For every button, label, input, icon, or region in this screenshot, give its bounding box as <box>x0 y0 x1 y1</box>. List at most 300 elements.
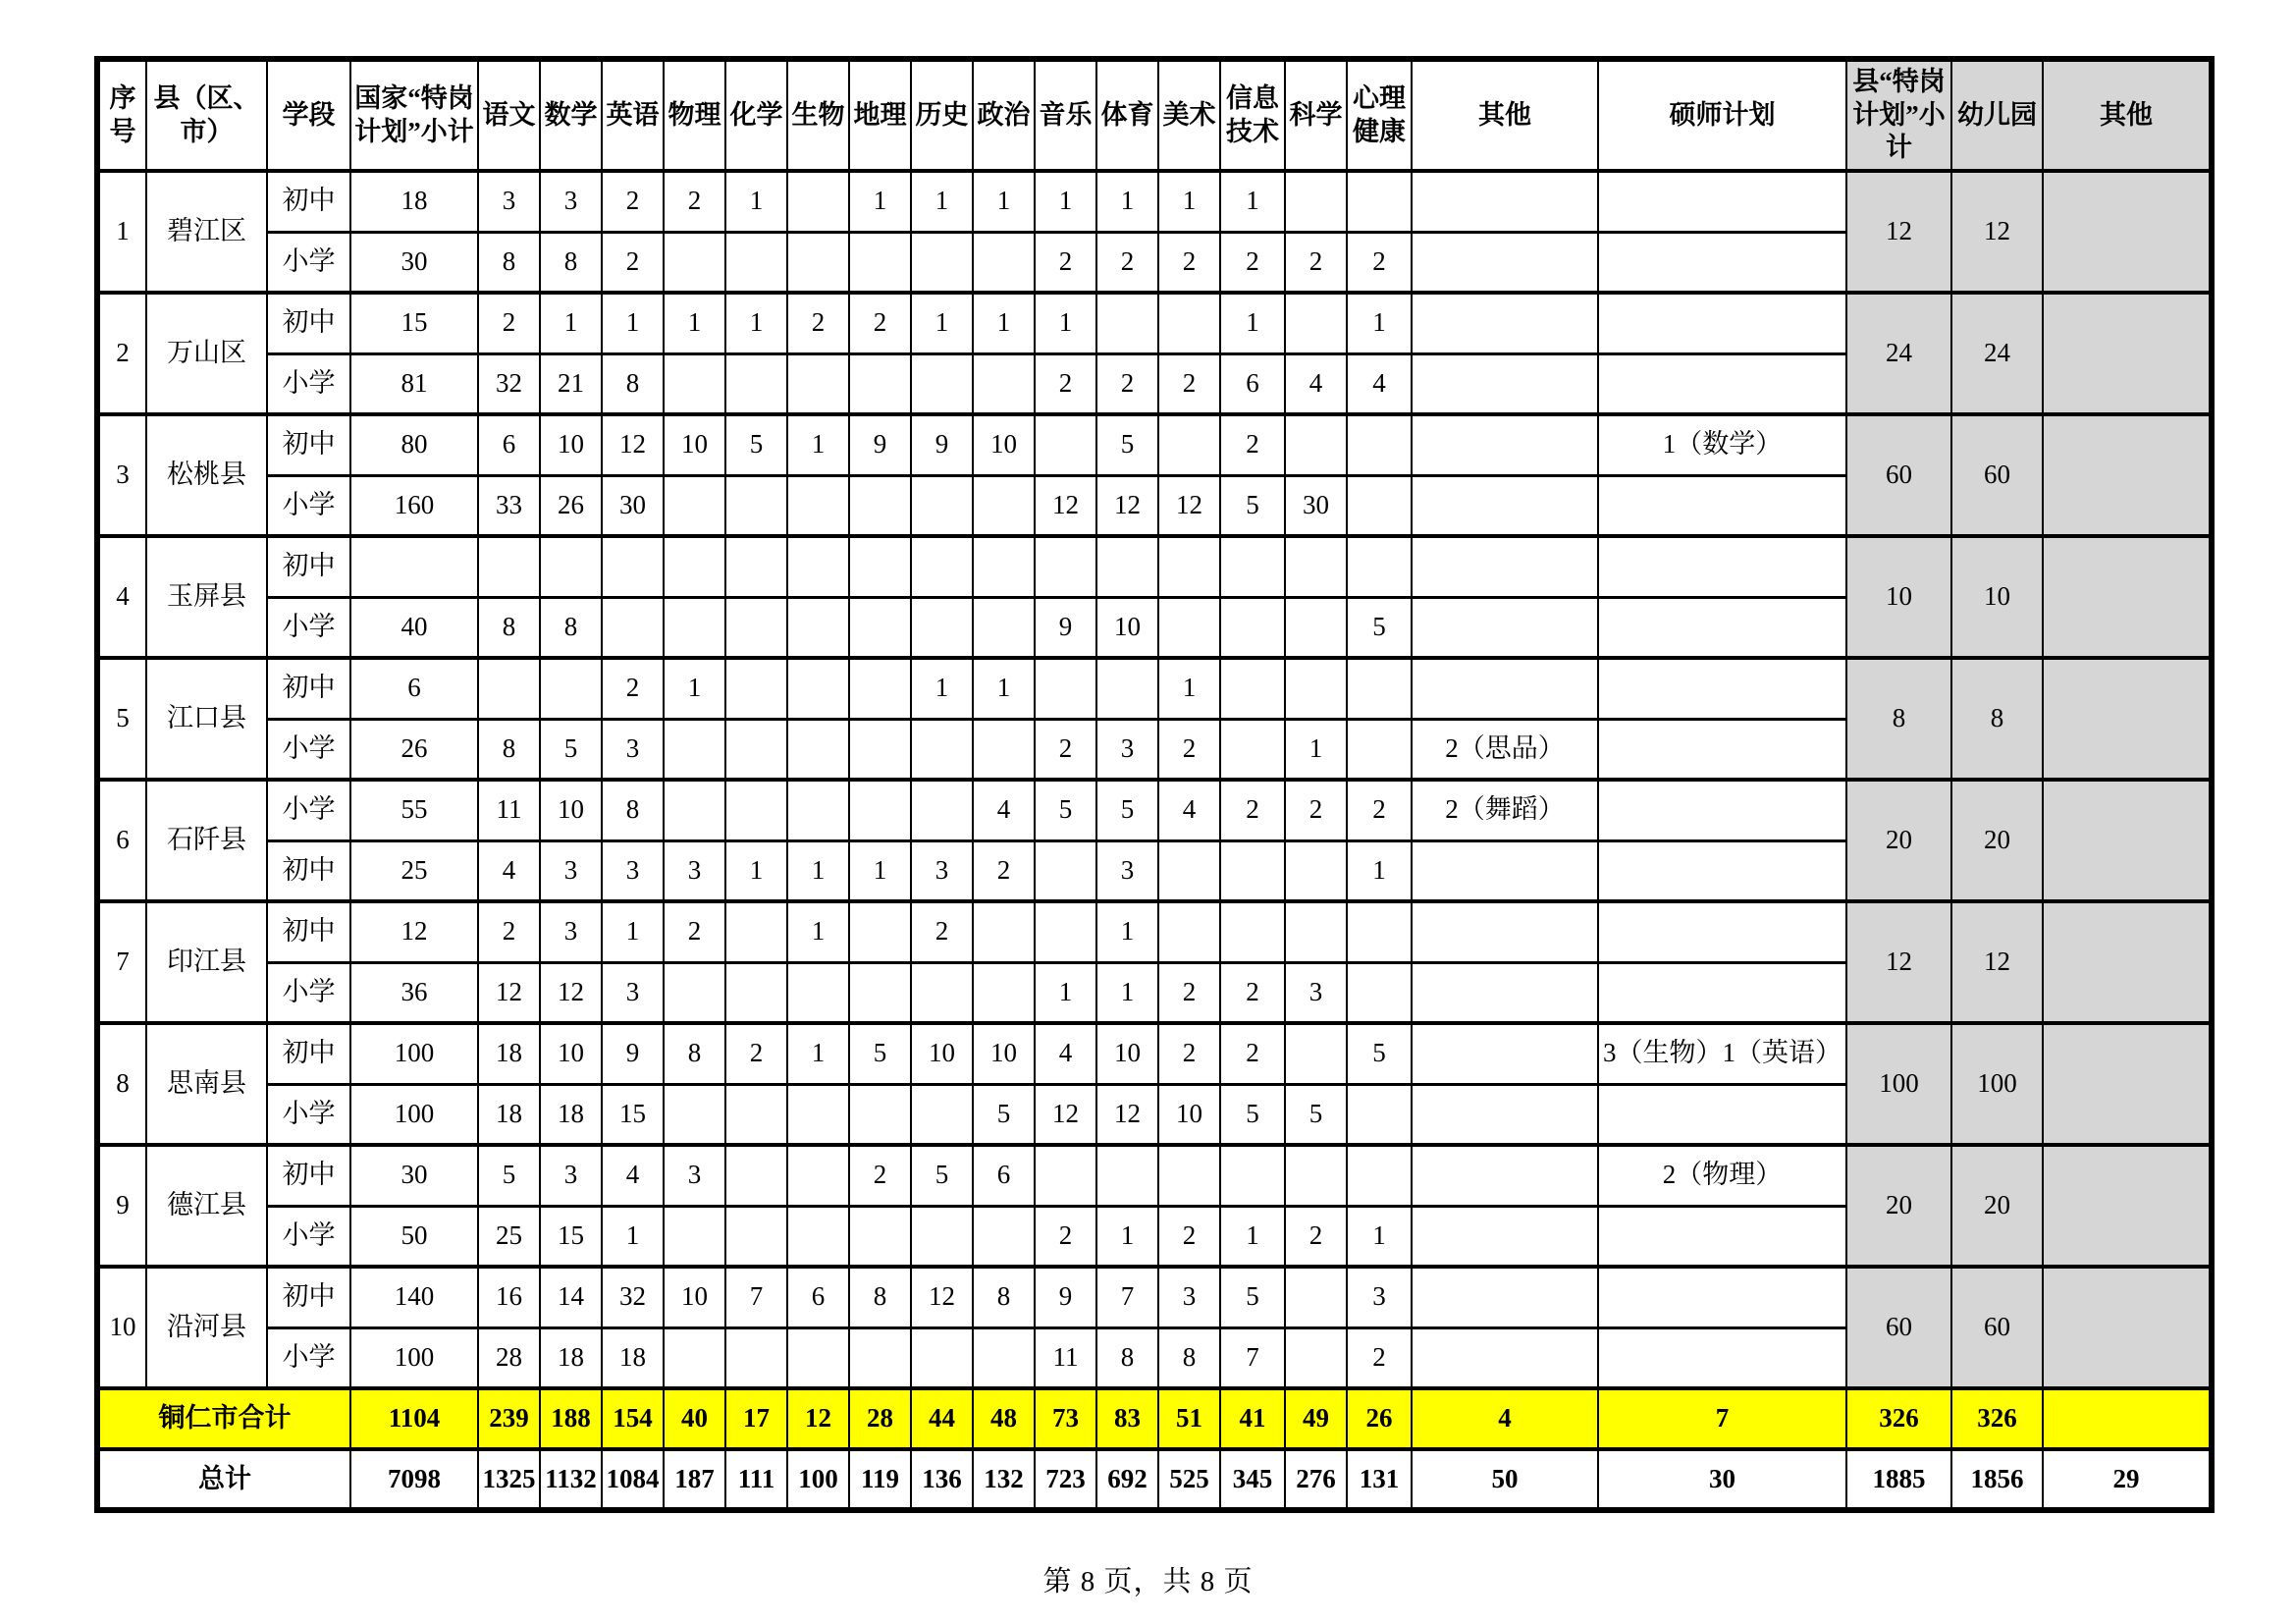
county-name: 松桃县 <box>146 414 267 536</box>
value-cell: 28 <box>478 1327 540 1388</box>
county-subtotal-cell: 60 <box>1846 414 1951 536</box>
value-cell: 3 <box>1285 962 1347 1023</box>
value-cell: 1 <box>1096 171 1158 232</box>
value-cell: 1 <box>973 171 1035 232</box>
column-header-10: 地理 <box>849 59 911 171</box>
value-cell: 44 <box>911 1388 973 1449</box>
value-cell: 1 <box>787 414 849 475</box>
value-cell: 1 <box>540 293 602 353</box>
column-header-11: 历史 <box>911 59 973 171</box>
school-level: 小学 <box>267 597 350 658</box>
county-subtotal-cell: 10 <box>1846 536 1951 658</box>
value-cell: 1 <box>849 840 911 901</box>
value-cell: 6 <box>1220 353 1285 414</box>
school-level: 小学 <box>267 962 350 1023</box>
value-cell <box>1158 414 1220 475</box>
row-number: 8 <box>97 1023 146 1145</box>
value-cell <box>911 1327 973 1388</box>
county-subtotal-cell: 326 <box>1846 1388 1951 1449</box>
value-cell: 3 <box>602 719 664 780</box>
value-cell: 7 <box>1598 1388 1846 1449</box>
kindergarten-cell: 326 <box>1951 1388 2043 1449</box>
school-level: 初中 <box>267 414 350 475</box>
value-cell: 100 <box>350 1084 478 1145</box>
value-cell: 4 <box>1035 1023 1096 1084</box>
county-subtotal-cell: 12 <box>1846 171 1951 293</box>
value-cell: 12 <box>350 901 478 962</box>
value-cell: 2 <box>1035 353 1096 414</box>
value-cell <box>1285 1145 1347 1206</box>
value-cell: 9 <box>1035 1267 1096 1327</box>
county-other-cell <box>2043 414 2212 536</box>
column-header-22: 幼儿园 <box>1951 59 2043 171</box>
county-other-cell <box>2043 171 2212 293</box>
value-cell <box>478 536 540 597</box>
value-cell: 1 <box>1035 293 1096 353</box>
value-cell <box>973 475 1035 536</box>
school-level: 小学 <box>267 719 350 780</box>
value-cell: 5 <box>973 1084 1035 1145</box>
row-number: 10 <box>97 1267 146 1388</box>
value-cell: 11 <box>1035 1327 1096 1388</box>
value-cell: 8 <box>478 232 540 293</box>
value-cell <box>664 475 725 536</box>
city-total-row <box>97 1388 2212 1449</box>
column-header-14: 体育 <box>1096 59 1158 171</box>
value-cell <box>1035 536 1096 597</box>
value-cell: 25 <box>350 840 478 901</box>
value-cell: 8 <box>973 1267 1035 1327</box>
value-cell <box>1412 353 1598 414</box>
column-header-2: 学段 <box>267 59 350 171</box>
value-cell: 12 <box>1096 1084 1158 1145</box>
table-row <box>97 536 2212 597</box>
value-cell: 16 <box>478 1267 540 1327</box>
value-cell <box>849 658 911 719</box>
value-cell: 2 <box>1158 1023 1220 1084</box>
value-cell: 11 <box>478 780 540 840</box>
value-cell: 1 <box>973 293 1035 353</box>
value-cell: 136 <box>911 1449 973 1510</box>
value-cell: 12 <box>1096 475 1158 536</box>
column-header-19: 其他 <box>1412 59 1598 171</box>
value-cell: 8 <box>540 232 602 293</box>
value-cell: 6 <box>973 1145 1035 1206</box>
value-cell <box>1598 597 1846 658</box>
kindergarten-cell: 20 <box>1951 780 2043 901</box>
value-cell: 2 <box>1158 1206 1220 1267</box>
value-cell: 18 <box>478 1023 540 1084</box>
value-cell: 111 <box>725 1449 787 1510</box>
school-level: 初中 <box>267 293 350 353</box>
county-subtotal-cell: 8 <box>1846 658 1951 780</box>
value-cell: 40 <box>350 597 478 658</box>
grand-total-row <box>97 1449 2212 1510</box>
school-level: 初中 <box>267 840 350 901</box>
value-cell <box>602 597 664 658</box>
value-cell <box>911 475 973 536</box>
value-cell <box>849 536 911 597</box>
school-level: 小学 <box>267 1327 350 1388</box>
value-cell <box>664 1084 725 1145</box>
value-cell <box>725 658 787 719</box>
value-cell <box>725 719 787 780</box>
row-number: 9 <box>97 1145 146 1267</box>
value-cell <box>664 353 725 414</box>
value-cell <box>1412 962 1598 1023</box>
value-cell: 132 <box>973 1449 1035 1510</box>
value-cell: 1 <box>787 901 849 962</box>
value-cell: 1 <box>725 293 787 353</box>
column-header-0: 序号 <box>97 59 146 171</box>
value-cell <box>1158 1145 1220 1206</box>
county-other-cell <box>2043 293 2212 414</box>
value-cell <box>1220 840 1285 901</box>
value-cell: 5 <box>1347 1023 1412 1084</box>
value-cell: 1 <box>911 293 973 353</box>
value-cell <box>1412 1084 1598 1145</box>
school-level: 小学 <box>267 1084 350 1145</box>
value-cell: 3 <box>1347 1267 1412 1327</box>
value-cell: 2 <box>1347 1327 1412 1388</box>
value-cell: 1 <box>664 293 725 353</box>
value-cell: 51 <box>1158 1388 1220 1449</box>
value-cell: 5 <box>1096 780 1158 840</box>
value-cell: 1 <box>1347 293 1412 353</box>
value-cell: 1 <box>1035 962 1096 1023</box>
table-row <box>97 780 2212 840</box>
value-cell <box>849 780 911 840</box>
value-cell <box>849 597 911 658</box>
county-other-cell <box>2043 1267 2212 1388</box>
county-subtotal-cell: 1885 <box>1846 1449 1951 1510</box>
value-cell: 2 <box>664 901 725 962</box>
value-cell: 1 <box>787 840 849 901</box>
value-cell: 5 <box>1035 780 1096 840</box>
value-cell <box>664 597 725 658</box>
school-level: 初中 <box>267 1267 350 1327</box>
value-cell: 5 <box>849 1023 911 1084</box>
row-number: 2 <box>97 293 146 414</box>
school-level: 初中 <box>267 1145 350 1206</box>
value-cell <box>1598 353 1846 414</box>
value-cell: 154 <box>602 1388 664 1449</box>
value-cell: 73 <box>1035 1388 1096 1449</box>
value-cell <box>1347 901 1412 962</box>
kindergarten-cell: 24 <box>1951 293 2043 414</box>
value-cell: 2 <box>1285 232 1347 293</box>
value-cell <box>1598 1084 1846 1145</box>
value-cell <box>1412 901 1598 962</box>
value-cell: 3 <box>911 840 973 901</box>
value-cell <box>1598 475 1846 536</box>
value-cell: 3 <box>540 1145 602 1206</box>
value-cell: 12 <box>540 962 602 1023</box>
value-cell <box>849 1206 911 1267</box>
value-cell <box>540 658 602 719</box>
value-cell <box>1096 293 1158 353</box>
value-cell <box>725 962 787 1023</box>
value-cell: 55 <box>350 780 478 840</box>
value-cell: 2 <box>1285 1206 1347 1267</box>
column-header-17: 科学 <box>1285 59 1347 171</box>
value-cell: 2 <box>1096 353 1158 414</box>
value-cell: 6 <box>478 414 540 475</box>
value-cell: 2 <box>1220 232 1285 293</box>
county-subtotal-cell: 20 <box>1846 780 1951 901</box>
value-cell: 2 <box>602 171 664 232</box>
value-cell: 100 <box>350 1327 478 1388</box>
value-cell <box>1285 171 1347 232</box>
county-other-cell: 29 <box>2043 1449 2212 1510</box>
table-row <box>97 293 2212 353</box>
value-cell: 1 <box>725 840 787 901</box>
value-cell <box>1412 1206 1598 1267</box>
value-cell <box>973 536 1035 597</box>
value-cell <box>1347 414 1412 475</box>
value-cell <box>725 475 787 536</box>
value-cell <box>1412 475 1598 536</box>
school-level: 小学 <box>267 232 350 293</box>
column-header-23: 其他 <box>2043 59 2212 171</box>
value-cell <box>1158 293 1220 353</box>
value-cell: 28 <box>849 1388 911 1449</box>
value-cell: 2 <box>1158 353 1220 414</box>
table-row <box>97 171 2212 232</box>
value-cell <box>911 232 973 293</box>
value-cell <box>973 1206 1035 1267</box>
row-number: 6 <box>97 780 146 901</box>
value-cell: 187 <box>664 1449 725 1510</box>
row-number: 4 <box>97 536 146 658</box>
value-cell <box>540 536 602 597</box>
value-cell <box>1347 658 1412 719</box>
value-cell <box>1412 536 1598 597</box>
value-cell: 3 <box>478 171 540 232</box>
value-cell <box>849 232 911 293</box>
value-cell: 5 <box>1347 597 1412 658</box>
value-cell <box>973 1327 1035 1388</box>
value-cell <box>1220 536 1285 597</box>
value-cell: 2 <box>849 293 911 353</box>
value-cell <box>664 962 725 1023</box>
county-other-cell <box>2043 1388 2212 1449</box>
value-cell <box>1598 1206 1846 1267</box>
value-cell: 3（生物）1（英语） <box>1598 1023 1846 1084</box>
row-number: 5 <box>97 658 146 780</box>
kindergarten-cell: 60 <box>1951 1267 2043 1388</box>
value-cell: 3 <box>540 901 602 962</box>
column-header-6: 英语 <box>602 59 664 171</box>
value-cell: 100 <box>350 1023 478 1084</box>
value-cell <box>1412 840 1598 901</box>
value-cell <box>664 1327 725 1388</box>
kindergarten-cell: 8 <box>1951 658 2043 780</box>
value-cell <box>1598 901 1846 962</box>
value-cell <box>725 1084 787 1145</box>
page-footer: 第 8 页，共 8 页 <box>1042 1566 1254 1597</box>
value-cell: 2 <box>1220 780 1285 840</box>
value-cell <box>973 232 1035 293</box>
school-level: 小学 <box>267 475 350 536</box>
county-subtotal-cell: 12 <box>1846 901 1951 1023</box>
value-cell <box>725 536 787 597</box>
value-cell: 26 <box>350 719 478 780</box>
value-cell <box>1598 780 1846 840</box>
value-cell: 100 <box>787 1449 849 1510</box>
value-cell: 239 <box>478 1388 540 1449</box>
value-cell: 5 <box>1220 475 1285 536</box>
value-cell <box>911 1206 973 1267</box>
value-cell <box>787 353 849 414</box>
value-cell <box>1220 901 1285 962</box>
value-cell <box>1035 1145 1096 1206</box>
column-header-13: 音乐 <box>1035 59 1096 171</box>
value-cell: 2 <box>1035 719 1096 780</box>
value-cell: 30 <box>602 475 664 536</box>
value-cell <box>1598 840 1846 901</box>
value-cell <box>1598 962 1846 1023</box>
kindergarten-cell: 12 <box>1951 901 2043 1023</box>
value-cell: 2 <box>1158 719 1220 780</box>
value-cell: 41 <box>1220 1388 1285 1449</box>
row-number: 1 <box>97 171 146 293</box>
value-cell: 4 <box>973 780 1035 840</box>
value-cell: 6 <box>350 658 478 719</box>
value-cell <box>1598 719 1846 780</box>
value-cell: 3 <box>540 171 602 232</box>
value-cell: 5 <box>1096 414 1158 475</box>
value-cell: 4 <box>1158 780 1220 840</box>
value-cell <box>602 536 664 597</box>
header-row <box>97 59 2212 171</box>
value-cell: 525 <box>1158 1449 1220 1510</box>
value-cell: 15 <box>350 293 478 353</box>
value-cell: 8 <box>849 1267 911 1327</box>
value-cell: 5 <box>478 1145 540 1206</box>
value-cell: 1 <box>725 171 787 232</box>
school-level: 初中 <box>267 1023 350 1084</box>
county-name: 石阡县 <box>146 780 267 901</box>
value-cell <box>1347 719 1412 780</box>
value-cell: 2 <box>725 1023 787 1084</box>
value-cell: 4 <box>1285 353 1347 414</box>
value-cell <box>725 780 787 840</box>
value-cell <box>787 1206 849 1267</box>
table-row <box>97 414 2212 475</box>
value-cell: 33 <box>478 475 540 536</box>
value-cell: 10 <box>973 414 1035 475</box>
value-cell <box>1412 1327 1598 1388</box>
value-cell: 2 <box>911 901 973 962</box>
county-subtotal-cell: 20 <box>1846 1145 1951 1267</box>
value-cell: 1084 <box>602 1449 664 1510</box>
value-cell: 1 <box>1158 171 1220 232</box>
school-level: 小学 <box>267 1206 350 1267</box>
value-cell: 3 <box>602 962 664 1023</box>
value-cell <box>1598 1327 1846 1388</box>
county-name: 思南县 <box>146 1023 267 1145</box>
value-cell: 1132 <box>540 1449 602 1510</box>
county-name: 玉屏县 <box>146 536 267 658</box>
value-cell: 5 <box>725 414 787 475</box>
value-cell: 26 <box>1347 1388 1412 1449</box>
column-header-16: 信息技术 <box>1220 59 1285 171</box>
value-cell <box>911 536 973 597</box>
value-cell <box>350 536 478 597</box>
value-cell <box>849 962 911 1023</box>
value-cell: 8 <box>540 597 602 658</box>
value-cell: 26 <box>540 475 602 536</box>
value-cell: 2 <box>1347 232 1412 293</box>
value-cell: 1 <box>1347 840 1412 901</box>
value-cell: 1 <box>1035 171 1096 232</box>
value-cell: 1 <box>664 658 725 719</box>
value-cell: 49 <box>1285 1388 1347 1449</box>
value-cell: 1 <box>1347 1206 1412 1267</box>
value-cell <box>725 1327 787 1388</box>
value-cell <box>911 353 973 414</box>
value-cell: 2（物理） <box>1598 1145 1846 1206</box>
value-cell <box>1412 1267 1598 1327</box>
column-header-8: 化学 <box>725 59 787 171</box>
school-level: 初中 <box>267 536 350 597</box>
county-other-cell <box>2043 658 2212 780</box>
column-header-5: 数学 <box>540 59 602 171</box>
value-cell <box>1412 597 1598 658</box>
value-cell: 2 <box>973 840 1035 901</box>
value-cell: 83 <box>1096 1388 1158 1449</box>
county-name: 万山区 <box>146 293 267 414</box>
value-cell <box>973 597 1035 658</box>
value-cell: 7 <box>1096 1267 1158 1327</box>
county-name: 江口县 <box>146 658 267 780</box>
value-cell <box>973 901 1035 962</box>
value-cell <box>664 780 725 840</box>
value-cell <box>1412 232 1598 293</box>
value-cell <box>849 1084 911 1145</box>
value-cell: 9 <box>602 1023 664 1084</box>
value-cell: 10 <box>540 1023 602 1084</box>
value-cell: 10 <box>664 1267 725 1327</box>
value-cell <box>911 597 973 658</box>
value-cell <box>1096 658 1158 719</box>
value-cell <box>1347 1145 1412 1206</box>
value-cell: 2 <box>1220 414 1285 475</box>
value-cell: 6 <box>787 1267 849 1327</box>
kindergarten-cell: 1856 <box>1951 1449 2043 1510</box>
value-cell <box>1412 1145 1598 1206</box>
value-cell: 18 <box>602 1327 664 1388</box>
value-cell <box>1285 293 1347 353</box>
value-cell: 2 <box>602 232 664 293</box>
value-cell: 8 <box>602 353 664 414</box>
value-cell <box>1347 1084 1412 1145</box>
value-cell: 2 <box>1285 780 1347 840</box>
value-cell: 2 <box>1158 962 1220 1023</box>
value-cell: 15 <box>540 1206 602 1267</box>
value-cell <box>725 901 787 962</box>
value-cell: 17 <box>725 1388 787 1449</box>
value-cell <box>1285 1327 1347 1388</box>
value-cell <box>787 658 849 719</box>
value-cell: 1 <box>602 901 664 962</box>
value-cell <box>787 597 849 658</box>
value-cell <box>973 353 1035 414</box>
value-cell <box>787 536 849 597</box>
school-level: 小学 <box>267 353 350 414</box>
value-cell: 10 <box>540 414 602 475</box>
